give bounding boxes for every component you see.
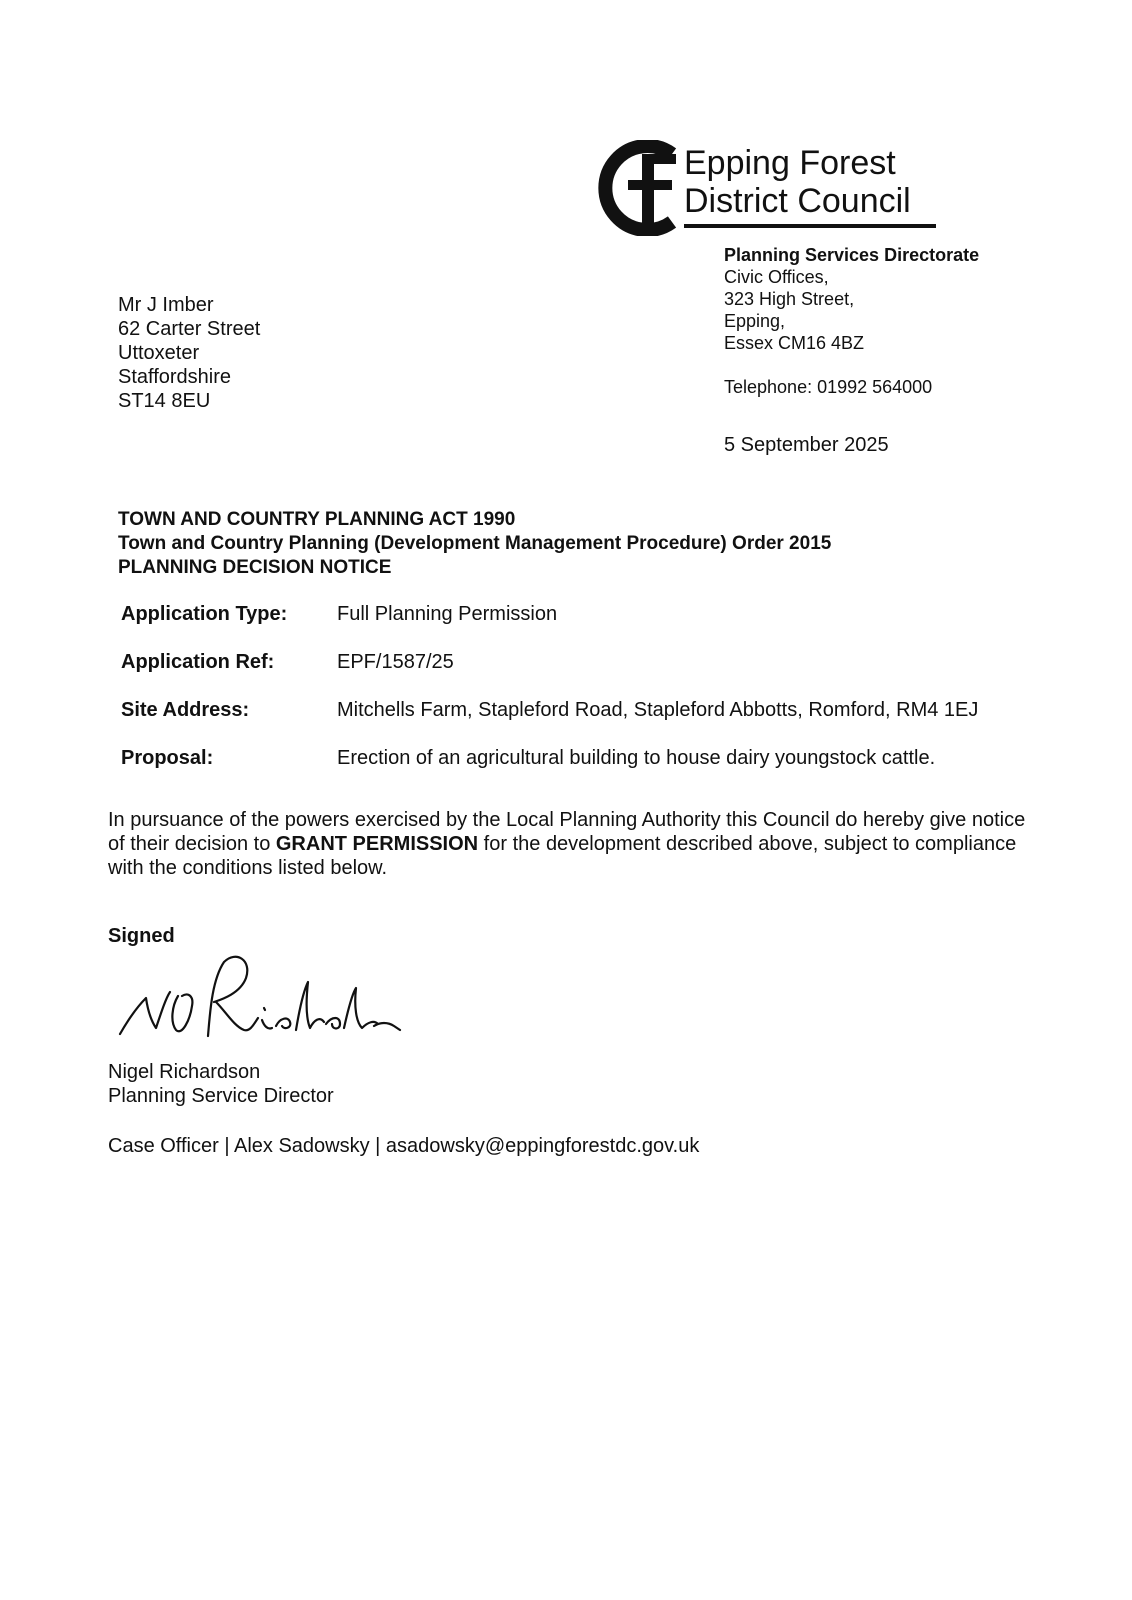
recipient-line: ST14 8EU bbox=[118, 390, 211, 412]
heading-act: TOWN AND COUNTRY PLANNING ACT 1990 bbox=[118, 509, 516, 530]
detail-label: Application Type: bbox=[121, 603, 288, 625]
council-address-line: Essex CM16 4BZ bbox=[724, 333, 865, 353]
decision-text-start: In pursuance of the powers exercised by the Local Planning Authority this Council do hereby give notice of their decision to bbox=[108, 809, 1026, 855]
decision-text-end: for the development described above, subject to compliance with the conditions listed below. bbox=[108, 833, 1017, 879]
detail-value: Mitchells Farm, Stapleford Road, Stapleford Abbotts, Romford, RM4 1EJ bbox=[337, 699, 979, 721]
council-logo bbox=[598, 140, 938, 236]
recipient-line: 62 Carter Street bbox=[118, 318, 261, 340]
logo-text-line-2: District Council bbox=[684, 182, 911, 220]
recipient-line: Uttoxeter bbox=[118, 342, 200, 364]
signatory-name: Nigel Richardson bbox=[108, 1061, 261, 1083]
council-address-line: 323 High Street, bbox=[724, 289, 855, 309]
notice-heading bbox=[118, 508, 831, 580]
detail-value: EPF/1587/25 bbox=[337, 651, 454, 673]
detail-label: Application Ref: bbox=[121, 651, 275, 673]
council-address-line: Epping, bbox=[724, 311, 786, 331]
council-telephone: Telephone: 01992 564000 bbox=[724, 377, 933, 397]
detail-value: Full Planning Permission bbox=[337, 603, 558, 625]
recipient-line: Mr J Imber bbox=[118, 294, 214, 316]
decision-outcome: GRANT PERMISSION bbox=[275, 833, 479, 855]
detail-label: Proposal: bbox=[121, 747, 214, 769]
recipient-line: Staffordshire bbox=[118, 366, 232, 388]
detail-label: Site Address: bbox=[121, 699, 250, 721]
decision-paragraph bbox=[108, 808, 1028, 880]
council-address bbox=[724, 244, 979, 398]
directorate-name: Planning Services Directorate bbox=[724, 245, 980, 265]
council-logo-mark-icon bbox=[598, 140, 694, 236]
recipient-address bbox=[118, 293, 260, 413]
handwritten-signature bbox=[112, 950, 402, 1060]
heading-notice-title: PLANNING DECISION NOTICE bbox=[118, 557, 392, 578]
logo-underline bbox=[684, 224, 936, 228]
logo-text-line-1: Epping Forest bbox=[684, 144, 896, 182]
detail-value: Erection of an agricultural building to house dairy youngstock cattle. bbox=[337, 747, 936, 769]
signed-label: Signed bbox=[108, 925, 175, 947]
case-officer-line: Case Officer | Alex Sadowsky | asadowsky@eppingforestdc.gov.uk bbox=[108, 1135, 700, 1157]
heading-order: Town and Country Planning (Development Management Procedure) Order 2015 bbox=[118, 533, 832, 554]
signatory bbox=[108, 1060, 334, 1108]
council-address-line: Civic Offices, bbox=[724, 267, 829, 287]
signatory-title: Planning Service Director bbox=[108, 1085, 334, 1107]
letter-date: 5 September 2025 bbox=[724, 434, 889, 456]
